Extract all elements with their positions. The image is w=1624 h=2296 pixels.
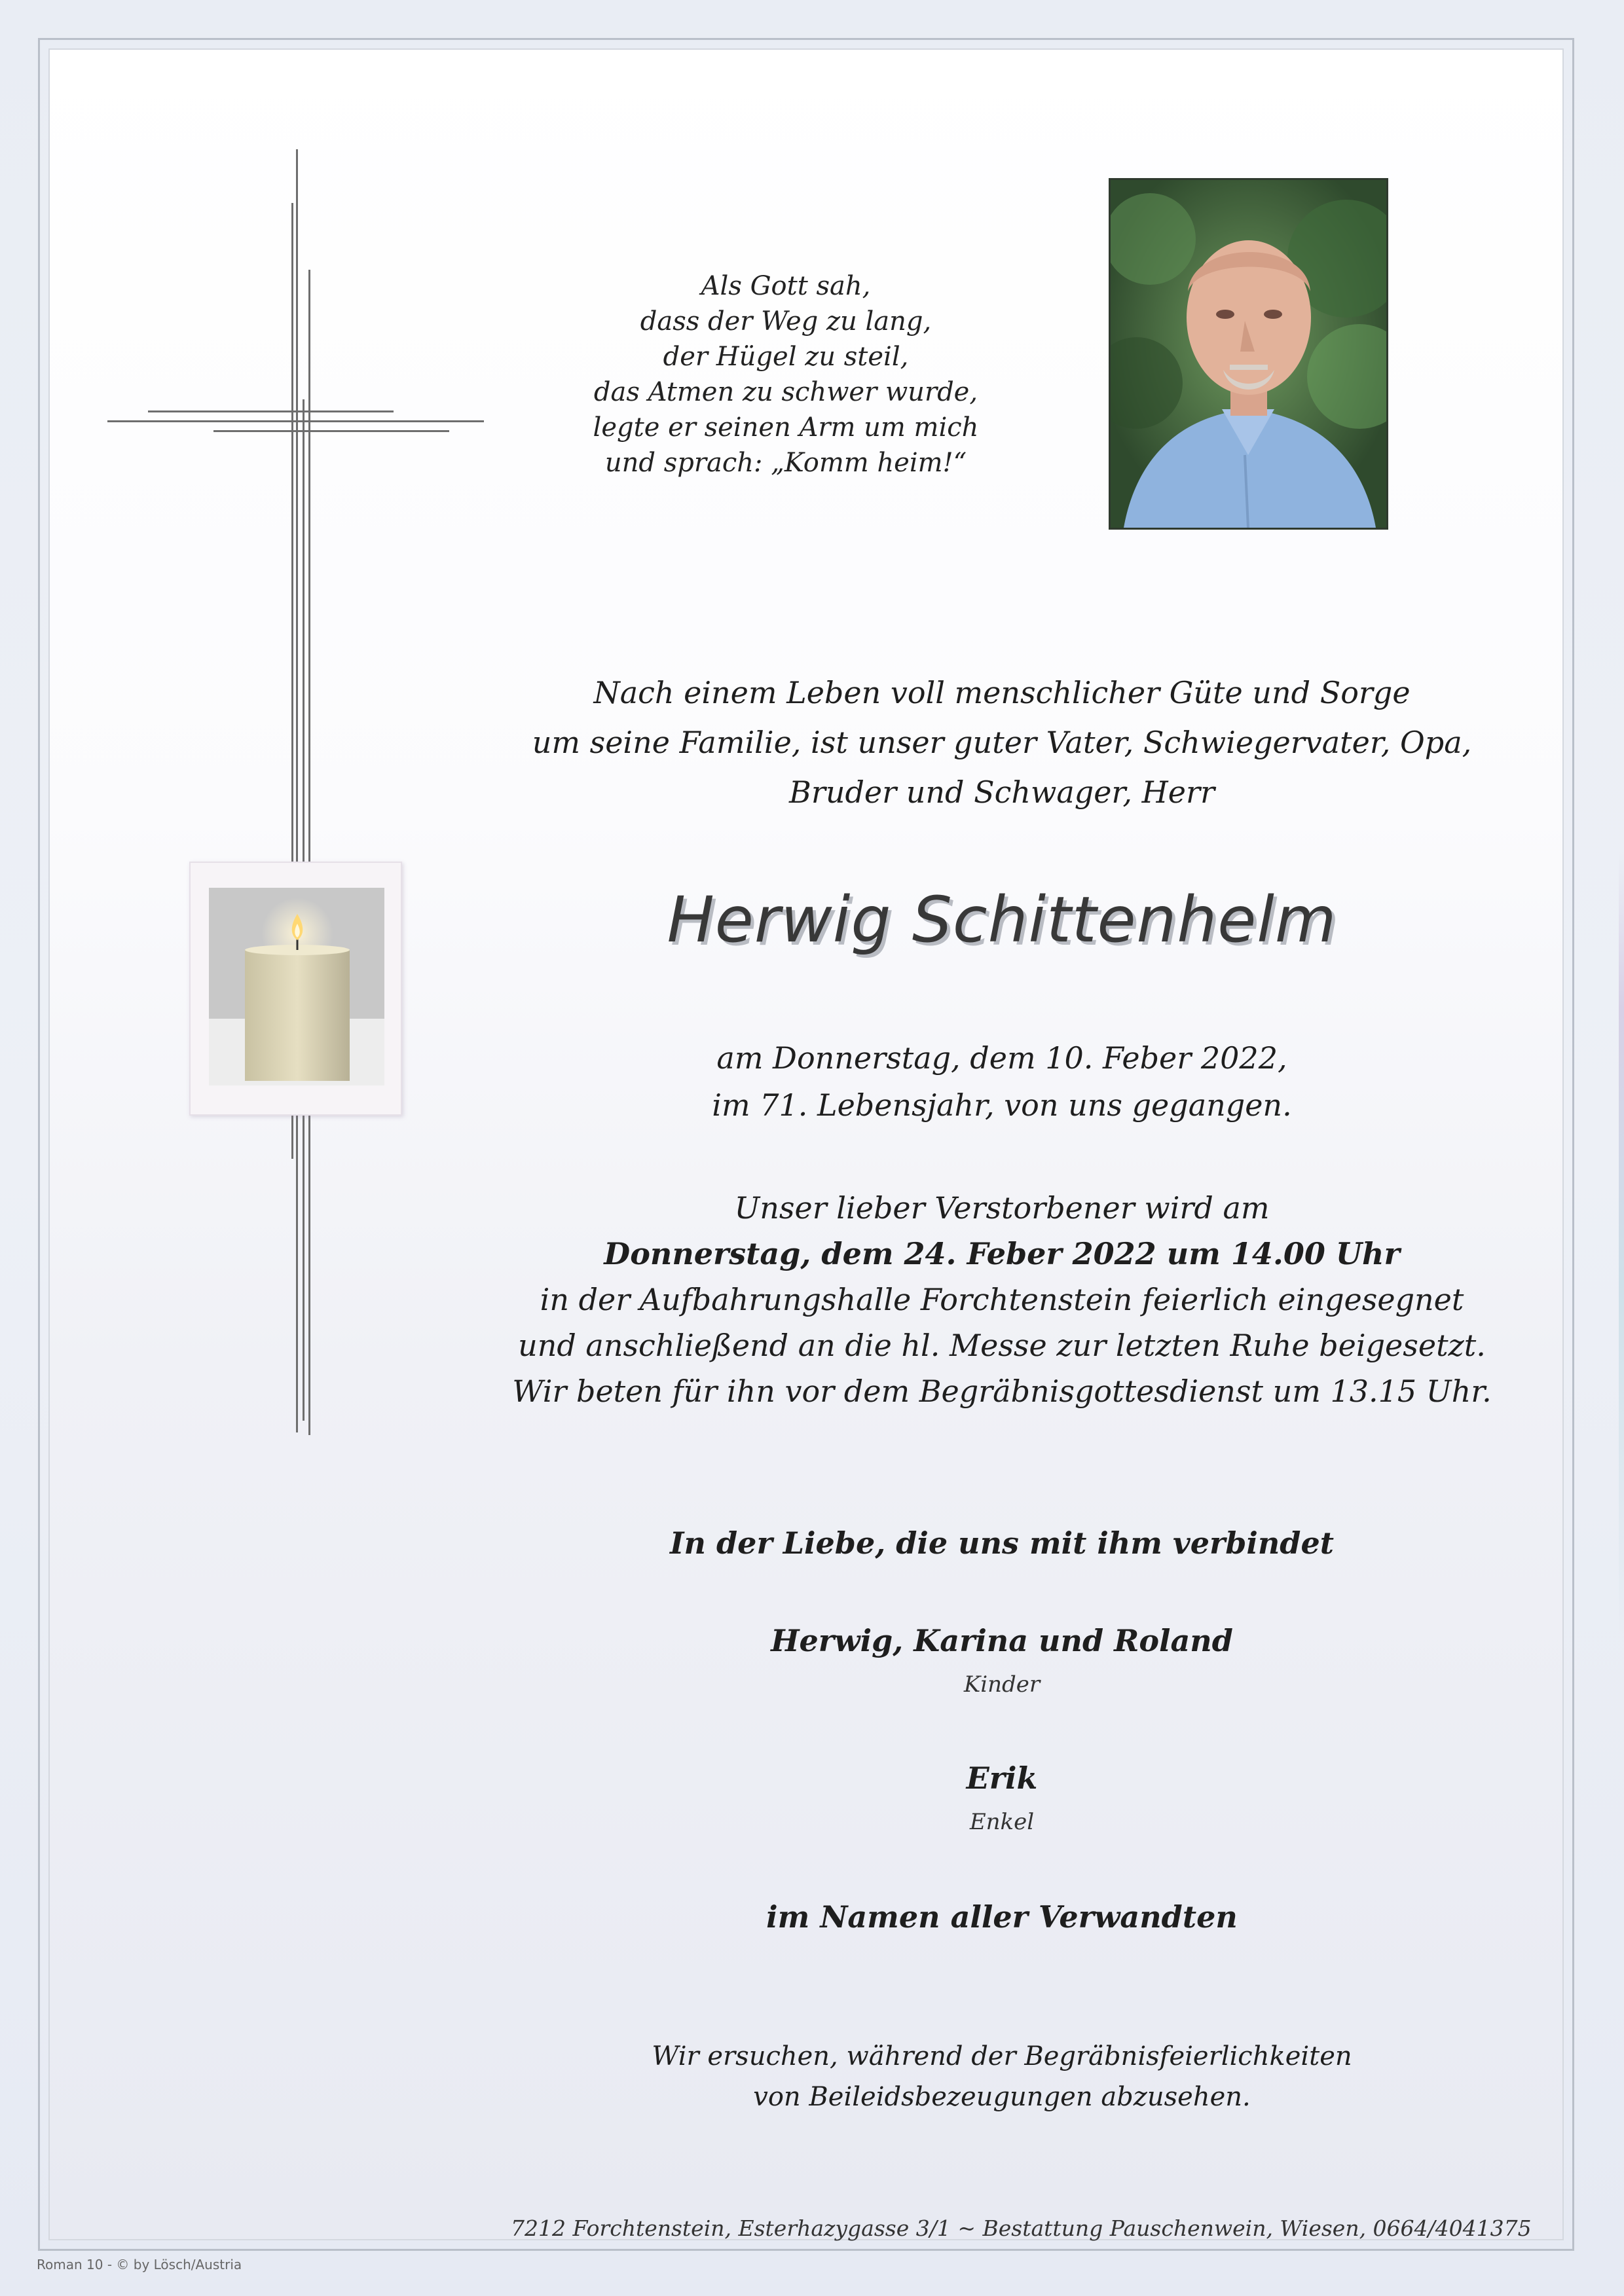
quote-line: Als Gott sah, <box>701 271 871 301</box>
candle-card <box>189 862 402 1116</box>
mourners-intro: In der Liebe, die uns mit ihm verbindet <box>670 1525 1334 1561</box>
funeral-line: Unser lieber Verstorbener wird am <box>734 1190 1270 1226</box>
mourner-relation: Enkel <box>969 1809 1035 1835</box>
funeral-details <box>511 1185 1493 1414</box>
funeral-line: und anschließend an die hl. Messe zur letzten Ruhe beigesetzt. <box>518 1328 1486 1363</box>
scan-edge-marks <box>1619 851 1624 1637</box>
candle-icon <box>209 888 384 1085</box>
print-credit: Roman 10 - © by Lösch/Austria <box>37 2257 242 2272</box>
quote-line: das Atmen zu schwer wurde, <box>593 377 978 407</box>
mourner-names: Herwig, Karina und Roland <box>771 1623 1233 1658</box>
death-notice <box>511 1034 1493 1129</box>
footer-address: 7212 Forchtenstein, Esterhazygasse 3/1 ~ Bestattung Pauschenwein, Wiesen, 0664/4041375 <box>511 2215 1532 2241</box>
death-line: am Donnerstag, dem 10. Feber 2022, <box>716 1040 1287 1076</box>
mourners-closing: im Namen aller Verwandten <box>766 1899 1238 1935</box>
mourner-relation: Kinder <box>963 1671 1041 1698</box>
portrait-photo <box>1109 178 1388 530</box>
funeral-line: in der Aufbahrungshalle Forchtenstein feierlich eingesegnet <box>540 1282 1464 1317</box>
request-line: Wir ersuchen, während der Begräbnisfeierlichkeiten <box>652 2041 1352 2071</box>
quote-block <box>576 268 995 481</box>
request-line: von Beileidsbezeugungen abzusehen. <box>753 2082 1251 2112</box>
funeral-date: Donnerstag, dem 24. Feber 2022 um 14.00 Uhr <box>604 1236 1400 1271</box>
condolence-request <box>511 2036 1493 2117</box>
quote-line: dass der Weg zu lang, <box>640 306 932 337</box>
intro-line: Bruder und Schwager, Herr <box>789 774 1215 810</box>
death-line: im 71. Lebensjahr, von uns gegangen. <box>712 1087 1292 1123</box>
quote-line: und sprach: „Komm heim!“ <box>604 448 967 478</box>
intro-text <box>511 668 1493 817</box>
quote-line: legte er seinen Arm um mich <box>593 412 979 443</box>
deceased-name: Herwig Schittenhelm <box>667 883 1337 957</box>
mourner-names: Erik <box>966 1760 1038 1796</box>
intro-line: Nach einem Leben voll menschlicher Güte und Sorge <box>593 675 1411 710</box>
intro-line: um seine Familie, ist unser guter Vater, Schwiegervater, Opa, <box>532 725 1472 760</box>
quote-line: der Hügel zu steil, <box>663 342 909 372</box>
funeral-line: Wir beten für ihn vor dem Begräbnisgottesdienst um 13.15 Uhr. <box>512 1374 1492 1409</box>
